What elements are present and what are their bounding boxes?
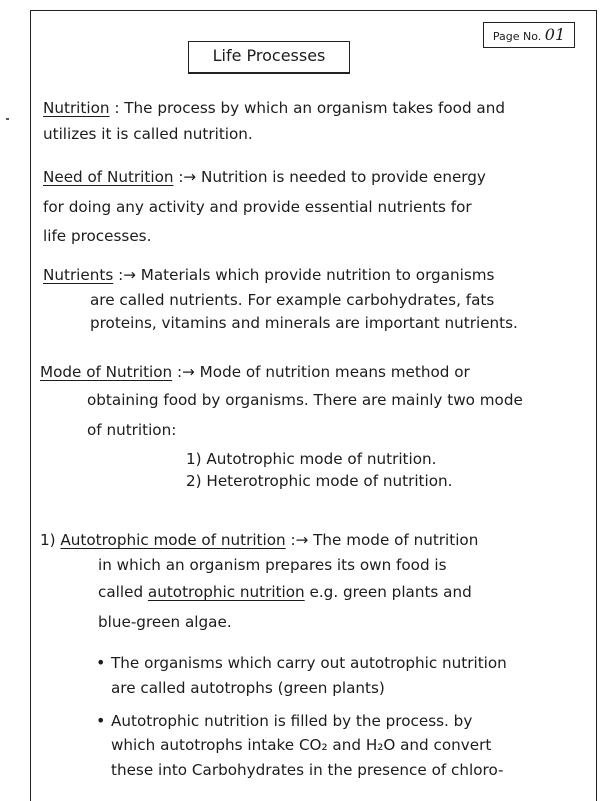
need-line-1: [43, 167, 486, 187]
bullet-icon: •: [96, 711, 106, 730]
mode-line-3: of nutrition:: [87, 421, 177, 439]
page-number-value: 01: [544, 25, 566, 44]
nutrients-line-3: proteins, vitamins and minerals are important nutrients.: [90, 314, 518, 332]
nutrients-term: Nutrients: [43, 266, 114, 284]
nutrients-line-2: are called nutrients. For example carbohydrates, fats: [90, 291, 495, 309]
need-line-3: life processes.: [43, 227, 152, 245]
autotrophic-line-3: [98, 582, 472, 602]
autotrophic-nutrition-term: autotrophic nutrition: [147, 583, 305, 601]
bullet-icon: •: [96, 653, 106, 672]
bullet-1-line-1: The organisms which carry out autotrophic nutrition: [111, 654, 507, 672]
autotrophic-definition: :→ The mode of nutrition: [290, 531, 479, 549]
mode-term: Mode of Nutrition: [40, 363, 173, 381]
mode-line-2: obtaining food by organisms. There are mainly two mode: [87, 391, 523, 409]
nutrients-line-1: [43, 265, 494, 285]
autotrophic-called: called: [98, 583, 144, 601]
nutrition-line-2: utilizes it is called nutrition.: [43, 125, 253, 143]
need-term: Need of Nutrition: [43, 168, 174, 186]
page-title: Life Processes: [188, 41, 350, 74]
mode-list-item-2: 2) Heterotrophic mode of nutrition.: [186, 472, 453, 490]
autotrophic-line-4: blue-green algae.: [98, 613, 232, 631]
autotrophic-example: e.g. green plants and: [309, 583, 472, 601]
margin-speck: [6, 118, 9, 120]
page-number-label: Page No.: [492, 30, 542, 43]
mode-list-item-1: 1) Autotrophic mode of nutrition.: [186, 450, 437, 468]
autotrophic-line-1: [40, 530, 478, 550]
bullet-2-line-1: Autotrophic nutrition is filled by the process. by: [111, 712, 473, 730]
bullet-1-line-2: are called autotrophs (green plants): [111, 679, 385, 697]
mode-definition: :→ Mode of nutrition means method or: [177, 363, 470, 381]
page-number-box: [483, 22, 575, 48]
nutrition-line-1: [43, 98, 505, 118]
autotrophic-prefix: 1): [40, 531, 56, 549]
autotrophic-term: Autotrophic mode of nutrition: [60, 531, 286, 549]
need-line-2: for doing any activity and provide essential nutrients for: [43, 198, 472, 216]
nutrition-definition: : The process by which an organism takes food and: [114, 99, 505, 117]
mode-line-1: [40, 362, 470, 382]
need-definition: :→ Nutrition is needed to provide energy: [178, 168, 486, 186]
bullet-2-line-3: these into Carbohydrates in the presence of chloro-: [111, 761, 504, 779]
nutrients-definition: :→ Materials which provide nutrition to organisms: [118, 266, 495, 284]
autotrophic-line-2: in which an organism prepares its own food is: [98, 556, 447, 574]
bullet-2-line-2: which autotrophs intake CO₂ and H₂O and convert: [111, 736, 492, 754]
nutrition-term: Nutrition: [43, 99, 110, 117]
